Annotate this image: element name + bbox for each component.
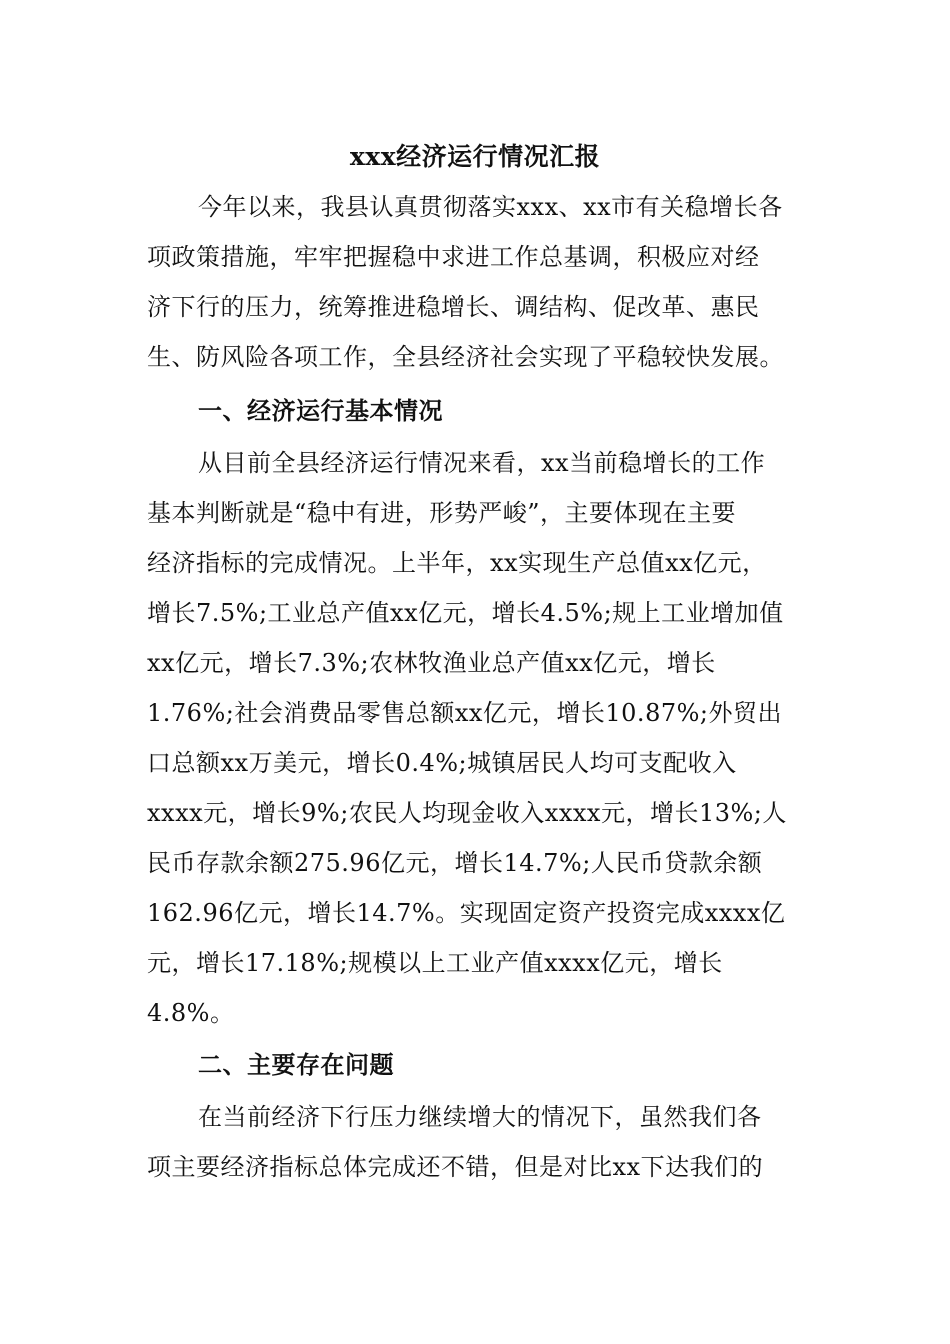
section1-line-10: 162.96亿元，增长14.7%。实现固定资产投资完成xxxx亿 xyxy=(147,899,786,927)
section1-line-11: 元，增长17.18%;规模以上工业产值xxxx亿元，增长 xyxy=(147,949,723,977)
section1-line-2: 基本判断就是“稳中有进，形势严峻”，主要体现在主要 xyxy=(147,499,737,527)
intro-line-4: 生、防风险各项工作，全县经济社会实现了平稳较快发展。 xyxy=(147,343,784,371)
section1-heading: 一、经济运行基本情况 xyxy=(198,396,443,425)
section2-line-2: 项主要经济指标总体完成还不错，但是对比xx下达我们的 xyxy=(147,1153,764,1181)
section1-line-9: 民币存款余额275.96亿元，增长14.7%;人民币贷款余额 xyxy=(147,849,763,877)
intro-line-1: 今年以来，我县认真贯彻落实xxx、xx市有关稳增长各 xyxy=(198,193,783,221)
intro-line-3: 济下行的压力，统筹推进稳增长、调结构、促改革、惠民 xyxy=(147,293,760,321)
section1-line-1: 从目前全县经济运行情况来看，xx当前稳增长的工作 xyxy=(198,449,766,477)
section1-line-7: 口总额xx万美元，增长0.4%;城镇居民人均可支配收入 xyxy=(147,749,737,777)
section2-line-1: 在当前经济下行压力继续增大的情况下，虽然我们各 xyxy=(198,1103,762,1131)
section1-line-8: xxxx元，增长9%;农民人均现金收入xxxx元，增长13%;人 xyxy=(147,799,787,827)
section1-line-12: 4.8%。 xyxy=(147,999,235,1027)
section1-line-6: 1.76%;社会消费品零售总额xx亿元，增长10.87%;外贸出 xyxy=(147,699,782,727)
section2-heading: 二、主要存在问题 xyxy=(198,1050,394,1079)
document-title: xxx经济运行情况汇报 xyxy=(349,142,601,171)
section1-line-4: 增长7.5%;工业总产值xx亿元，增长4.5%;规上工业增加值 xyxy=(147,599,784,627)
intro-line-2: 项政策措施，牢牢把握稳中求进工作总基调，积极应对经 xyxy=(147,243,760,271)
section1-line-5: xx亿元，增长7.3%;农林牧渔业总产值xx亿元，增长 xyxy=(147,649,716,677)
section1-line-3: 经济指标的完成情况。上半年，xx实现生产总值xx亿元， xyxy=(147,549,767,577)
